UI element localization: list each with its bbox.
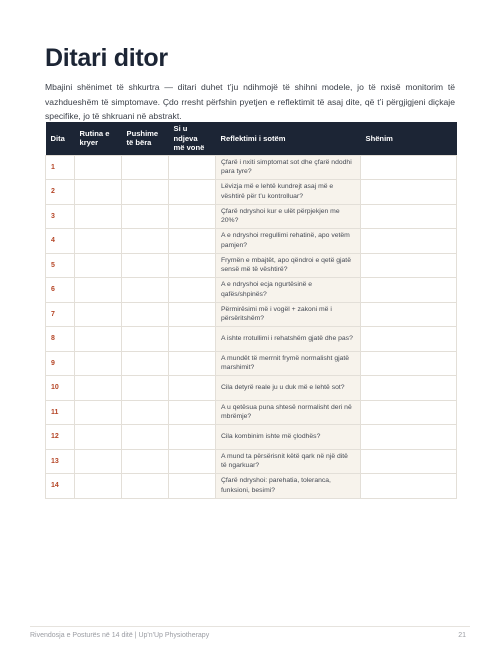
breaks-entry-cell[interactable] [122, 155, 169, 180]
routine-entry-cell[interactable] [75, 180, 122, 205]
feel-entry-cell[interactable] [169, 474, 216, 499]
notes-entry-cell[interactable] [361, 474, 457, 499]
routine-entry-cell[interactable] [75, 327, 122, 352]
day-number: 12 [46, 425, 75, 450]
day-number: 4 [46, 229, 75, 254]
day-number: 11 [46, 400, 75, 425]
feel-entry-cell[interactable] [169, 278, 216, 303]
notes-entry-cell[interactable] [361, 229, 457, 254]
breaks-entry-cell[interactable] [122, 449, 169, 474]
reflection-question: Përmirësimi më i vogël + zakoni më i përsëritshëm? [216, 302, 361, 327]
reflection-question: Cila kombinim ishte më çlodhës? [216, 425, 361, 450]
table-row [46, 253, 457, 278]
reflection-question: Çfarë ndryshoi kur e ulët përpjekjen me 20%? [216, 204, 361, 229]
breaks-entry-cell[interactable] [122, 425, 169, 450]
table-row [46, 180, 457, 205]
table-row [46, 155, 457, 180]
day-number: 2 [46, 180, 75, 205]
routine-entry-cell[interactable] [75, 425, 122, 450]
reflection-question: A e ndryshoi ecja ngurtësinë e qafës/shpinës? [216, 278, 361, 303]
notes-entry-cell[interactable] [361, 253, 457, 278]
feel-entry-cell[interactable] [169, 351, 216, 376]
breaks-entry-cell[interactable] [122, 229, 169, 254]
routine-entry-cell[interactable] [75, 278, 122, 303]
routine-entry-cell[interactable] [75, 253, 122, 278]
notes-entry-cell[interactable] [361, 376, 457, 401]
header-breaks: Pushime të bëra [122, 122, 169, 155]
notes-entry-cell[interactable] [361, 278, 457, 303]
feel-entry-cell[interactable] [169, 327, 216, 352]
table-row [46, 351, 457, 376]
header-reflection: Reflektimi i sotëm [216, 122, 361, 155]
notes-entry-cell[interactable] [361, 449, 457, 474]
breaks-entry-cell[interactable] [122, 278, 169, 303]
page-number: 21 [458, 632, 466, 639]
breaks-entry-cell[interactable] [122, 376, 169, 401]
day-number: 7 [46, 302, 75, 327]
breaks-entry-cell[interactable] [122, 302, 169, 327]
notes-entry-cell[interactable] [361, 180, 457, 205]
routine-entry-cell[interactable] [75, 376, 122, 401]
reflection-question: A u qetësua puna shtesë normalisht deri në mbrëmje? [216, 400, 361, 425]
intro-paragraph: Mbajini shënimet të shkurtra — ditari duhet t’ju ndihmojë të shihni modele, jo të nxisë monitorim të vazhdueshëm të simptomave. Çdo rresht përfshin pyetjen e reflektimit të asaj dite, që t’i përgjigjeni diçkaje specifike, jo të shkruani në abstrakt. [45, 82, 455, 122]
table-header-row [46, 122, 457, 155]
table-row [46, 278, 457, 303]
reflection-question: Çfarë ndryshoi: parehatia, toleranca, funksioni, besimi? [216, 474, 361, 499]
breaks-entry-cell[interactable] [122, 327, 169, 352]
reflection-question: Lëvizja më e lehtë kundrejt asaj më e vështirë për t’u kontrolluar? [216, 180, 361, 205]
day-number: 14 [46, 474, 75, 499]
notes-entry-cell[interactable] [361, 400, 457, 425]
table-row [46, 327, 457, 352]
table-row [46, 449, 457, 474]
table-body [46, 155, 457, 498]
feel-entry-cell[interactable] [169, 229, 216, 254]
feel-entry-cell[interactable] [169, 204, 216, 229]
feel-entry-cell[interactable] [169, 180, 216, 205]
feel-entry-cell[interactable] [169, 400, 216, 425]
daily-diary-table [45, 122, 457, 499]
table-row [46, 425, 457, 450]
table-row [46, 229, 457, 254]
routine-entry-cell[interactable] [75, 204, 122, 229]
day-number: 10 [46, 376, 75, 401]
footer-divider [30, 626, 470, 627]
routine-entry-cell[interactable] [75, 351, 122, 376]
routine-entry-cell[interactable] [75, 449, 122, 474]
reflection-question: Frymën e mbajtët, apo qëndroi e qetë gjatë sensë më të vështirë? [216, 253, 361, 278]
footer-text: Rivendosja e Posturës në 14 ditë | Up'n'Up Physiotherapy [30, 632, 210, 639]
routine-entry-cell[interactable] [75, 155, 122, 180]
header-notes: Shënim [361, 122, 457, 155]
day-number: 6 [46, 278, 75, 303]
table-row [46, 204, 457, 229]
routine-entry-cell[interactable] [75, 474, 122, 499]
notes-entry-cell[interactable] [361, 327, 457, 352]
notes-entry-cell[interactable] [361, 204, 457, 229]
notes-entry-cell[interactable] [361, 155, 457, 180]
breaks-entry-cell[interactable] [122, 204, 169, 229]
notes-entry-cell[interactable] [361, 351, 457, 376]
table-row [46, 302, 457, 327]
page-title: Ditari ditor [45, 44, 168, 72]
feel-entry-cell[interactable] [169, 155, 216, 180]
routine-entry-cell[interactable] [75, 302, 122, 327]
routine-entry-cell[interactable] [75, 229, 122, 254]
notes-entry-cell[interactable] [361, 302, 457, 327]
header-feel: Si u ndjeva më vonë [169, 122, 216, 155]
feel-entry-cell[interactable] [169, 302, 216, 327]
table-row [46, 376, 457, 401]
header-day: Dita [46, 122, 75, 155]
feel-entry-cell[interactable] [169, 449, 216, 474]
day-number: 9 [46, 351, 75, 376]
reflection-question: A mundët të merrnit frymë normalisht gjatë marshimit? [216, 351, 361, 376]
breaks-entry-cell[interactable] [122, 180, 169, 205]
table-row [46, 400, 457, 425]
breaks-entry-cell[interactable] [122, 474, 169, 499]
reflection-question: Cila detyrë reale ju u duk më e lehtë sot? [216, 376, 361, 401]
day-number: 5 [46, 253, 75, 278]
reflection-question: A e ndryshoi rregullimi rehatinë, apo vetëm pamjen? [216, 229, 361, 254]
day-number: 13 [46, 449, 75, 474]
reflection-question: A mund ta përsërisnit këtë qark në një ditë të ngarkuar? [216, 449, 361, 474]
table-row [46, 474, 457, 499]
day-number: 8 [46, 327, 75, 352]
feel-entry-cell[interactable] [169, 253, 216, 278]
notes-entry-cell[interactable] [361, 425, 457, 450]
header-routine: Rutina e kryer [75, 122, 122, 155]
breaks-entry-cell[interactable] [122, 253, 169, 278]
day-number: 1 [46, 155, 75, 180]
feel-entry-cell[interactable] [169, 376, 216, 401]
feel-entry-cell[interactable] [169, 425, 216, 450]
day-number: 3 [46, 204, 75, 229]
breaks-entry-cell[interactable] [122, 351, 169, 376]
reflection-question: A ishte rrotullimi i rehatshëm gjatë dhe pas? [216, 327, 361, 352]
routine-entry-cell[interactable] [75, 400, 122, 425]
breaks-entry-cell[interactable] [122, 400, 169, 425]
reflection-question: Çfarë i nxiti simptomat sot dhe çfarë ndodhi para tyre? [216, 155, 361, 180]
